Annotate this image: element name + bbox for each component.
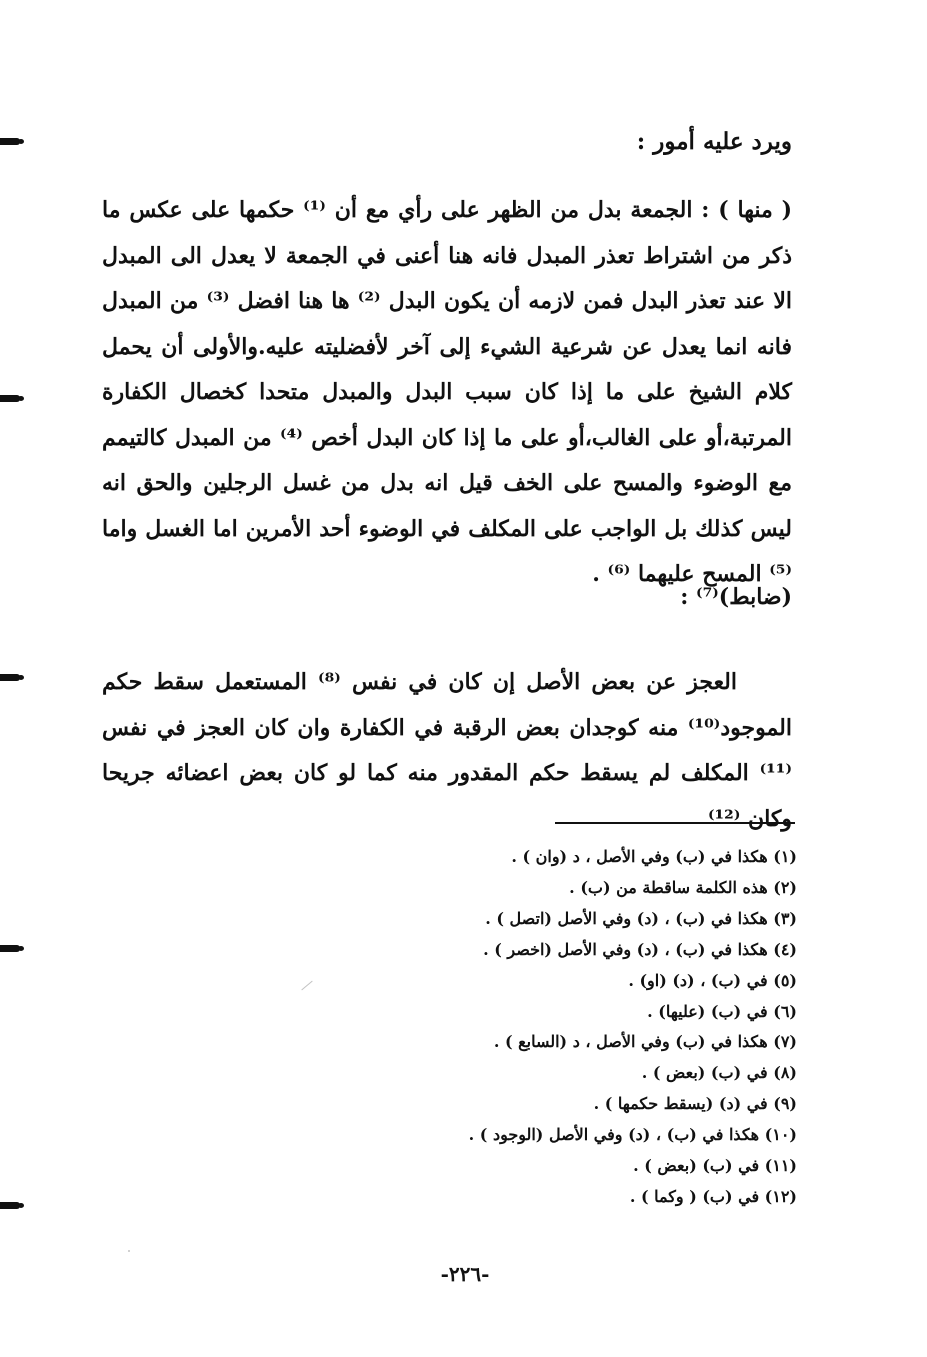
footnote: (١١) في (ب) (بعض ) . [633, 1156, 797, 1176]
intro-line: ويرد عليه أمور : [636, 128, 792, 155]
binding-tab-mark [0, 674, 20, 681]
footnote: (٦) في (ب) (عليها) . [647, 1001, 797, 1021]
footnote: (٢) هذه الكلمة ساقطة من (ب) . [569, 877, 797, 897]
footnote-separator [555, 822, 795, 824]
footnote: (١٠) هكذا في (ب) ، (د) وفي الأصل (الوجود ) . [468, 1125, 797, 1145]
page-number: -٢٢٦- [440, 1262, 490, 1286]
footnote: (٣) هكذا في (ب) ، (د) وفي الأصل (اتصل ) . [485, 908, 797, 928]
footnote: (٤) هكذا في (ب) ، (د) وفي الأصل (اخصر ) . [483, 939, 797, 959]
footnote: (١) هكذا في (ب) وفي الأصل ، د (وان ) . [511, 847, 797, 866]
binding-tab-mark [0, 1202, 20, 1209]
scan-speck [128, 1250, 130, 1252]
section-heading: (ضابط)⁽⁷⁾ : [680, 584, 792, 610]
binding-tab-mark [0, 395, 20, 402]
footnote: (١٢) في (ب) ( وكما ) . [629, 1186, 797, 1206]
footnote: (٨) في (ب) (بعض ) . [641, 1063, 797, 1083]
binding-tab-mark [0, 138, 20, 145]
footnote: (٥) في (ب) ، (د) (او) . [628, 970, 797, 990]
main-paragraph: ( منها ) : الجمعة بدل من الظهر على رأي مع أن ⁽¹⁾ حكمها على عكس ما ذكر من اشتراط تعذر المبدل فانه هنا أعنى في الجمعة لا يعدل الى المبدل الا عند تعذر البدل فمن لازمه أن يكون البدل ⁽²⁾ ها هنا افضل ⁽³⁾ من المبدل فانه انما يعدل عن شرعية الشيء إلى آخر لأفضليته عليه.والأولى أن يحمل كلام الشيخ على ما إذا كان سبب البدل والمبدل متحدا كخصال الكفارة المرتبة،أو على الغالب،أو على ما إذا كان البدل أخص ⁽⁴⁾ من المبدل كالتيمم مع الوضوء والمسح على الخف قيل انه بدل من غسل الرجلين والحق انه ليس كذلك بل الواجب على المكلف في الوضوء أحد الأمرين اما الغسل واما ⁽⁵⁾ المسح عليهما ⁽⁶⁾ . [102, 197, 793, 587]
rule-paragraph: العجز عن بعض الأصل إن كان في نفس ⁽⁸⁾ المستعمل سقط حكم الموجود⁽¹⁰⁾ منه كوجدان بعض الرقبة في الكفارة وان كان العجز في نفس ⁽¹¹⁾ المكلف لم يسقط حكم المقدور منه كما لو كان بعض اعضائه جريحا وكان ⁽¹²⁾ [102, 669, 792, 832]
binding-tab-mark [0, 945, 20, 952]
footnote: (٩) في (د) (يسقط حكمها ) . [593, 1094, 797, 1114]
footnotes-list [197, 842, 797, 1213]
footnote: (٧) هكذا في (ب) وفي الأصل ، د (السابع ) . [493, 1032, 797, 1052]
